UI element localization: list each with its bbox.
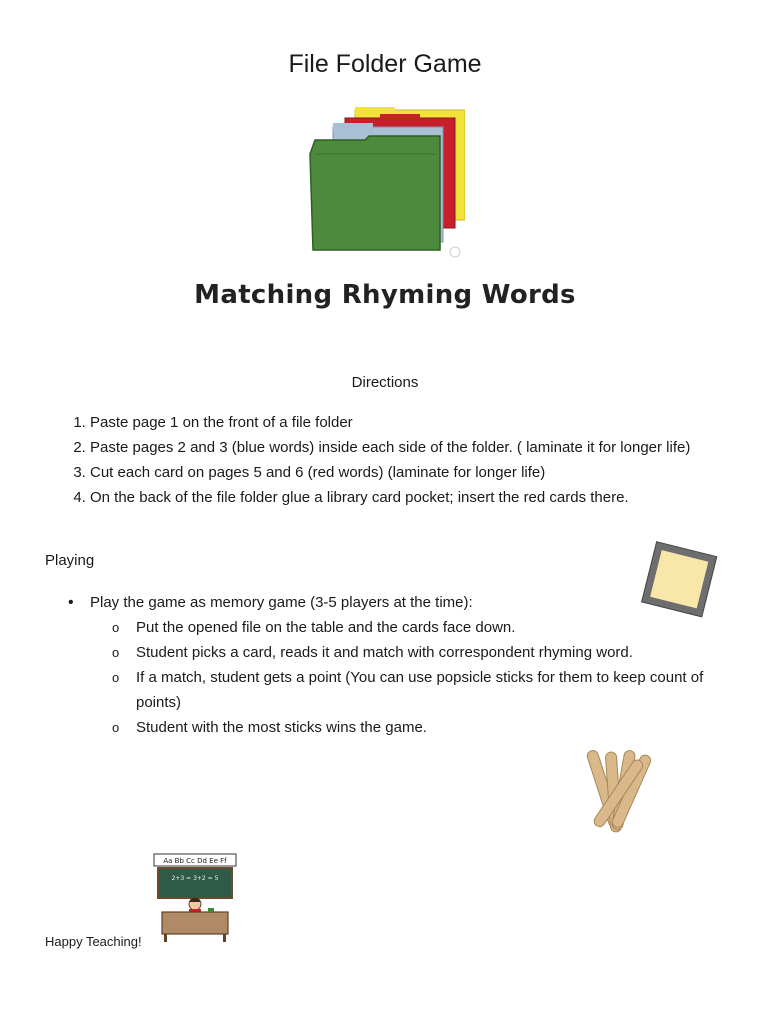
popsicle-sticks-icon <box>586 744 660 836</box>
list-item: 2. Paste pages 2 and 3 (blue words) inside each side of the folder. ( laminate it for longer life) <box>90 435 770 460</box>
teacher-icon <box>152 852 238 944</box>
playing-sub-list <box>90 615 750 740</box>
directions-heading: Directions <box>351 374 419 391</box>
chalkboard-math: 2+3 = 3+2 = 5 <box>171 875 219 882</box>
list-item: 1. Paste page 1 on the front of a file folder <box>90 410 770 435</box>
chalkboard-alphabet: Aa Bb Cc Dd Ee Ff <box>163 857 227 865</box>
playing-heading: Playing <box>45 552 95 569</box>
list-item: o Student with the most sticks wins the game. <box>136 715 750 740</box>
list-item <box>90 590 750 740</box>
worksheet-heading: Matching Rhyming Words <box>194 280 576 310</box>
list-item: o Student picks a card, reads it and match with correspondent rhyming word. <box>136 640 750 665</box>
play-instruction: Play the game as memory game (3-5 players at the time): <box>90 594 473 611</box>
list-item: 3. Cut each card on pages 5 and 6 (red words) (laminate for longer life) <box>90 460 770 485</box>
list-item: 4. On the back of the file folder glue a library card pocket; insert the red cards there. <box>90 485 770 510</box>
playing-list <box>45 590 750 740</box>
list-item: o Put the opened file on the table and the cards face down. <box>136 615 750 640</box>
list-item: o If a match, student gets a point (You can use popsicle sticks for them to keep count of points) <box>136 665 750 715</box>
page-title: File Folder Game <box>288 50 482 78</box>
file-folders-icon <box>305 100 465 260</box>
directions-list <box>45 410 770 510</box>
closing-text: Happy Teaching! <box>45 934 142 949</box>
